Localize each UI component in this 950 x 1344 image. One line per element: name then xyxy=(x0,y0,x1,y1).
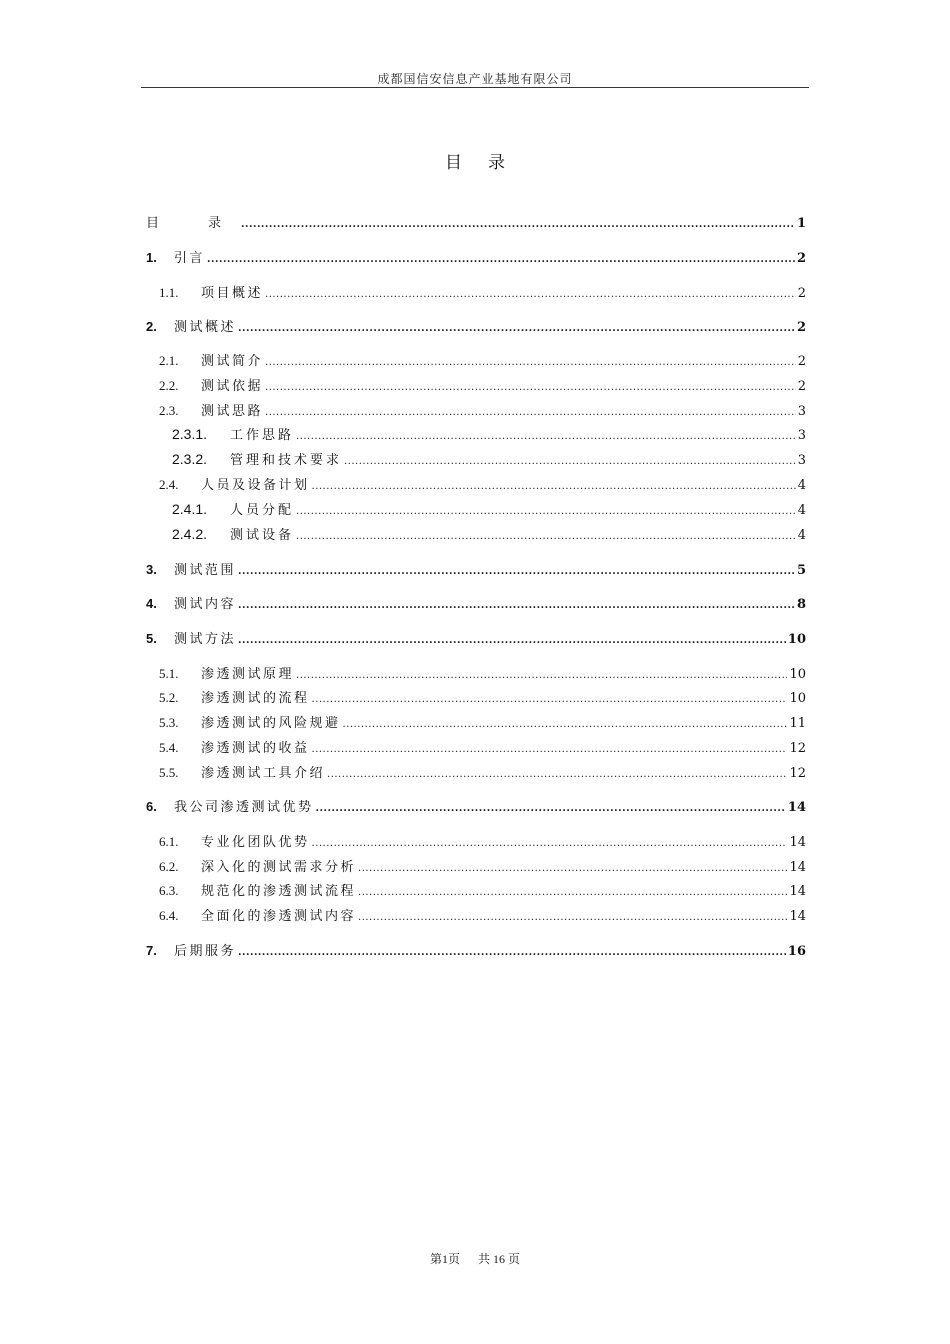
toc-entry-title: 测试内容 xyxy=(174,597,237,612)
toc-entry-page: 2 xyxy=(796,251,806,266)
toc-dot-leader xyxy=(265,357,796,368)
toc-dot-leader xyxy=(241,219,795,230)
toc-entry[interactable] xyxy=(146,474,806,494)
toc-entry[interactable] xyxy=(146,593,806,613)
toc-entry-page: 10 xyxy=(789,691,806,706)
toc-entry[interactable] xyxy=(146,831,806,851)
toc-dot-leader xyxy=(343,719,788,730)
toc-entry-title: 专业化团队优势 xyxy=(201,835,310,850)
toc-entry[interactable] xyxy=(146,424,806,444)
page-footer xyxy=(0,1250,950,1267)
toc-entry-page: 14 xyxy=(789,835,806,850)
toc-dot-leader xyxy=(265,289,796,300)
toc-entry-page: 4 xyxy=(797,503,806,518)
toc-entry-page: 14 xyxy=(789,909,806,924)
toc-heading-char-2: 录 xyxy=(488,153,505,173)
toc-entry-page: 4 xyxy=(797,528,806,543)
toc-dot-leader xyxy=(296,431,796,442)
toc-entry-number: 6.3. xyxy=(159,883,179,898)
toc-dot-leader xyxy=(296,531,796,542)
toc-dot-leader xyxy=(312,481,796,492)
toc-dot-leader xyxy=(238,323,795,334)
toc-entry-title: 渗透测试的收益 xyxy=(201,741,310,756)
toc-entry[interactable] xyxy=(146,856,806,876)
toc-entry[interactable] xyxy=(146,628,806,648)
toc-entry-title: 管理和技术要求 xyxy=(230,453,343,468)
toc-entry-title: 测试方法 xyxy=(174,632,237,647)
toc-entry-title: 测试思路 xyxy=(201,404,264,419)
toc-dot-leader xyxy=(238,947,786,958)
toc-entry-number: 1.1. xyxy=(159,285,179,300)
toc-entry-number: 5.5. xyxy=(159,765,179,780)
toc-entry[interactable] xyxy=(146,212,806,232)
toc-entry-page: 14 xyxy=(787,800,806,815)
toc-entry-page: 3 xyxy=(797,428,806,443)
toc-entry-number: 7. xyxy=(146,943,157,958)
toc-entry-page: 12 xyxy=(789,766,806,781)
toc-entry-page: 16 xyxy=(787,944,806,959)
toc-entry-number: 6.1. xyxy=(159,834,179,849)
toc-entry-page: 2 xyxy=(797,354,806,369)
toc-entry-title: 深入化的测试需求分析 xyxy=(201,860,357,875)
toc-entry-number: 2.4. xyxy=(159,477,179,492)
toc-dot-leader xyxy=(344,456,796,467)
toc-dot-leader xyxy=(312,744,788,755)
toc-entry[interactable] xyxy=(146,499,806,519)
toc-dot-leader xyxy=(238,566,795,577)
toc-entry-number: 2.1. xyxy=(159,353,179,368)
toc-entry-number: 2.2. xyxy=(159,378,179,393)
toc-entry-title: 测试范围 xyxy=(174,563,237,578)
toc-entry[interactable] xyxy=(146,400,806,420)
toc-entry-page: 14 xyxy=(789,860,806,875)
toc-entry-number: 5. xyxy=(146,631,157,646)
toc-entry-title: 测试设备 xyxy=(230,528,295,543)
toc-entry-title: 目 录 xyxy=(146,216,240,231)
toc-entry-title: 人员分配 xyxy=(230,503,295,518)
toc-dot-leader xyxy=(207,254,795,265)
toc-entry-title: 测试概述 xyxy=(174,320,237,335)
toc-entry-page: 12 xyxy=(789,741,806,756)
toc-entry-number: 5.3. xyxy=(159,715,179,730)
toc-entry[interactable] xyxy=(146,316,806,336)
toc-entry-number: 2.4.2. xyxy=(172,526,208,542)
toc-entry-title: 项目概述 xyxy=(201,286,264,301)
toc-entry-title: 渗透测试工具介绍 xyxy=(201,766,326,781)
toc-heading-char-1: 目 xyxy=(445,153,462,173)
toc-entry-title: 我公司渗透测试优势 xyxy=(174,800,314,815)
toc-entry[interactable] xyxy=(146,282,806,302)
toc-entry-title: 后期服务 xyxy=(174,944,237,959)
footer-page-number: 第1页 xyxy=(429,1252,460,1266)
toc-entry-page: 1 xyxy=(796,216,806,231)
toc-entry[interactable] xyxy=(146,880,806,900)
header-company-name: 成都国信安信息产业基地有限公司 xyxy=(377,72,573,86)
header-divider xyxy=(141,87,809,88)
toc-entry[interactable] xyxy=(146,762,806,782)
toc-entry-number: 4. xyxy=(146,596,157,611)
toc-dot-leader xyxy=(358,863,787,874)
toc-entry-page: 2 xyxy=(797,379,806,394)
toc-entry-page: 14 xyxy=(789,884,806,899)
toc-dot-leader xyxy=(312,694,788,705)
toc-entry-page: 11 xyxy=(789,716,806,731)
toc-entry-page: 2 xyxy=(797,286,806,301)
toc-entry[interactable] xyxy=(146,449,806,469)
toc-entry-title: 测试依据 xyxy=(201,379,264,394)
toc-entry-page: 10 xyxy=(789,667,806,682)
toc-dot-leader xyxy=(296,506,796,517)
toc-dot-leader xyxy=(358,912,787,923)
toc-entry[interactable] xyxy=(146,524,806,544)
toc-entry-number: 5.4. xyxy=(159,740,179,755)
toc-entry-title: 渗透测试原理 xyxy=(201,667,295,682)
toc-dot-leader xyxy=(296,670,787,681)
toc-entry-number: 2.4.1. xyxy=(172,501,208,517)
toc-dot-leader xyxy=(238,600,795,611)
toc-entry[interactable] xyxy=(146,796,806,816)
toc-entry[interactable] xyxy=(146,737,806,757)
toc-dot-leader xyxy=(238,635,786,646)
toc-dot-leader xyxy=(265,382,796,393)
toc-entry-number: 2.3. xyxy=(159,403,179,418)
toc-entry-title: 人员及设备计划 xyxy=(201,478,310,493)
toc-entry-page: 10 xyxy=(787,632,806,647)
toc-entry-number: 6.4. xyxy=(159,908,179,923)
toc-entry[interactable] xyxy=(146,663,806,683)
toc-entry-title: 全面化的渗透测试内容 xyxy=(201,909,357,924)
toc-dot-leader xyxy=(327,769,787,780)
toc-entry-page: 2 xyxy=(796,320,806,335)
toc-entry[interactable] xyxy=(146,375,806,395)
toc-entry-page: 3 xyxy=(797,453,806,468)
toc-entry-title: 渗透测试的风险规避 xyxy=(201,716,341,731)
toc-entry-title: 工作思路 xyxy=(230,428,295,443)
toc-entry-number: 2.3.2. xyxy=(172,451,208,467)
toc-entry-number: 6. xyxy=(146,799,157,814)
toc-entry-page: 8 xyxy=(796,597,806,612)
toc-entry-page: 3 xyxy=(797,404,806,419)
toc-entry-title: 规范化的渗透测试流程 xyxy=(201,884,357,899)
toc-entry-number: 2. xyxy=(146,319,157,334)
toc-entry-number: 1. xyxy=(146,250,157,265)
toc-entry-title: 渗透测试的流程 xyxy=(201,691,310,706)
toc-entry-number: 5.2. xyxy=(159,690,179,705)
toc-entry-title: 测试简介 xyxy=(201,354,264,369)
toc-entry[interactable] xyxy=(146,559,806,579)
toc-dot-leader xyxy=(316,803,786,814)
toc-entry-page: 5 xyxy=(796,563,806,578)
toc-entry[interactable] xyxy=(146,350,806,370)
toc-dot-leader xyxy=(265,407,796,418)
toc-entry-number: 2.3.1. xyxy=(172,426,208,442)
toc-entry-number: 6.2. xyxy=(159,859,179,874)
toc-heading xyxy=(0,148,950,173)
toc-entry[interactable] xyxy=(146,712,806,732)
toc-entry-number: 3. xyxy=(146,562,157,577)
toc-entry[interactable] xyxy=(146,687,806,707)
toc-entry-title: 引言 xyxy=(174,251,206,266)
footer-total-pages: 共 16 页 xyxy=(478,1252,521,1266)
toc-entry-number: 5.1. xyxy=(159,666,179,681)
toc-entry[interactable] xyxy=(146,940,806,960)
toc-dot-leader xyxy=(358,887,787,898)
toc-entry[interactable] xyxy=(146,247,806,267)
toc-dot-leader xyxy=(312,838,788,849)
toc-entry-page: 4 xyxy=(797,478,806,493)
toc-entry[interactable] xyxy=(146,905,806,925)
